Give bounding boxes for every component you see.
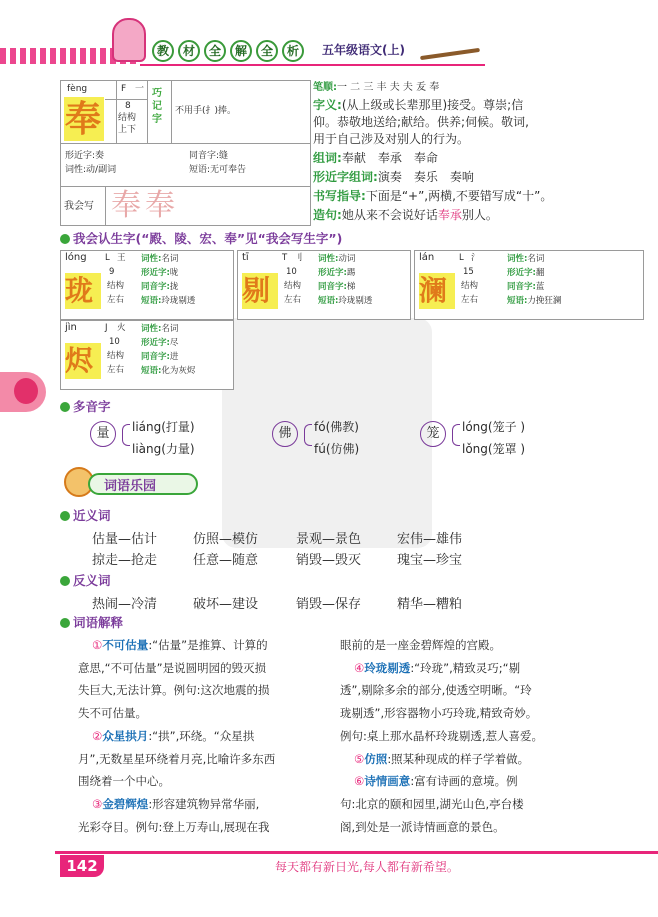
explain-num: ④: [354, 660, 365, 675]
explain-text: :“拱”,环绕。“众星拱: [148, 728, 255, 743]
info-label: 形近字:: [318, 268, 347, 278]
brace-icon: [122, 424, 130, 446]
tip-text: 不用手(扌)捧。: [175, 106, 237, 116]
meaning-line: 用于自己涉及对别人的行为。: [313, 132, 470, 146]
card-radical-letter: F: [121, 84, 127, 94]
brace-icon: [304, 424, 312, 446]
info-row: [141, 294, 195, 308]
explain-text: :“估量”是推算、计算的: [148, 638, 268, 652]
card-strokes: 10: [109, 337, 120, 347]
info-value: 翻: [535, 268, 545, 278]
explain-text: 月”,无数星星环绕着月亮,比喻许多东西: [78, 751, 276, 766]
polyphone-reading: liàng(力量): [132, 442, 195, 456]
series-char: 析: [282, 40, 304, 62]
explain-term: 玲珑剔透: [364, 660, 411, 675]
writing-guide: 书写指导:下面是“+”,两横,不要错写成“十”。: [313, 189, 553, 203]
card-pinyin: tī: [242, 252, 249, 263]
info-value: 名词: [161, 254, 179, 264]
info-label: 同音字:: [141, 282, 170, 292]
card-structure: 左右: [284, 295, 302, 305]
synonym-pair: 景观—景色: [296, 532, 362, 547]
explain-text: :照某种现成的样子学着做。: [387, 751, 530, 766]
explain-line: [354, 748, 529, 771]
polyphone-title: 多音字: [60, 397, 111, 415]
explain-line: [78, 816, 270, 839]
explain-text: 珑剔透”,形容器物小巧玲珑,精致奇妙。: [340, 706, 538, 721]
explain-num: ③: [92, 796, 103, 811]
card-structure-label: 结构: [107, 351, 125, 361]
info-value: 动词: [338, 254, 356, 264]
explain-text: 眼前的是一座金碧辉煌的宫殿。: [340, 638, 501, 652]
info-value: 蓝: [535, 282, 545, 292]
info-row: [318, 266, 355, 280]
sentence-line: 造句:她从来不会说好话奉承别人。: [313, 208, 498, 222]
polyphone-char: 量: [90, 421, 116, 447]
explain-line: [92, 793, 259, 816]
info-value: 化为灰烬: [161, 366, 196, 376]
explain-text: :“玲珑”,精致灵巧;“剔: [410, 660, 521, 675]
series-char: 材: [178, 40, 200, 62]
series-char: 解: [230, 40, 252, 62]
card-char: 珑: [65, 274, 94, 307]
info-row: [141, 252, 178, 266]
card-radical: 刂: [294, 253, 303, 263]
recognize-card: [60, 250, 234, 320]
explain-line: [340, 793, 524, 816]
explain-line: [78, 702, 147, 725]
info-label: 同音字:: [507, 282, 536, 292]
explain-line: [78, 657, 266, 680]
polyphone-reading: liáng(打量): [132, 420, 195, 434]
card-radical-letter: J: [105, 323, 108, 333]
explain-line: [92, 725, 254, 748]
mascot-icon: [112, 18, 146, 62]
card-pinyin: fèng: [67, 84, 88, 94]
synonym-pair: 估量—估计: [92, 532, 158, 547]
fox-face-icon: [14, 378, 38, 404]
info-label: 短语:: [507, 296, 528, 306]
explain-term: 仿照: [364, 751, 388, 766]
stroke-order: 笔顺:一 二 三 丰 夫 夫 叐 奉: [313, 82, 440, 93]
explain-term: 诗情画意: [364, 774, 411, 789]
series-char: 教: [152, 40, 174, 62]
antonyms-title: 反义词: [60, 571, 111, 589]
explain-line: [354, 657, 520, 680]
explain-text: 意思,“不可估量”是说圆明园的毁灭损: [78, 660, 267, 675]
series-char: 全: [256, 40, 278, 62]
pen-icon: [420, 48, 480, 60]
info-row: [141, 336, 178, 350]
polyphone-reading: lǒng(笼罩 ): [462, 442, 526, 456]
card-radical: 一: [135, 84, 145, 94]
synonym-pair: 仿照—模仿: [193, 532, 259, 547]
info-value: 咙: [169, 268, 179, 278]
char-card: [60, 80, 311, 226]
header-line: [140, 64, 485, 66]
info-label: 同音字:: [318, 282, 347, 292]
info-row: [141, 322, 178, 336]
explain-line: [340, 679, 532, 702]
card-radical-letter: T: [282, 253, 288, 263]
card-char: 剔: [242, 274, 271, 307]
write-chars: 奉奉: [111, 188, 179, 223]
explain-line: [78, 679, 270, 702]
info-label: 形近字:: [507, 268, 536, 278]
tip-label: 巧记字: [152, 88, 162, 125]
meaning-line: 仰。恭敬地送给;献给。供养;伺候。敬词,: [313, 115, 529, 129]
homophone-label: 同音字:: [189, 151, 220, 161]
card-structure-label: 结构: [118, 113, 137, 123]
card-strokes: 8: [125, 101, 131, 111]
antonym-pair: 精华—糟粕: [397, 597, 463, 612]
explain-text: 透”,剔除多余的部分,使透空明晰。“玲: [340, 683, 532, 698]
explain-title: 词语解释: [60, 613, 123, 631]
explain-line: [78, 770, 170, 793]
info-label: 短语:: [141, 296, 162, 306]
homophone: 缝: [219, 151, 229, 161]
info-row: [507, 266, 544, 280]
info-label: 同音字:: [141, 352, 170, 362]
page-number: 142: [60, 855, 104, 877]
card-pinyin: jìn: [65, 322, 77, 333]
explain-text: :形容建筑物异常华丽,: [148, 796, 260, 811]
info-value: 踢: [346, 268, 356, 278]
recognize-card: [414, 250, 644, 320]
polyphone-reading: fó(佛教): [314, 420, 359, 434]
explain-term: 金碧辉煌: [102, 796, 149, 811]
card-radical: 王: [117, 253, 126, 263]
explain-line: [78, 748, 275, 771]
brace-icon: [452, 424, 460, 446]
info-label: 词性:: [318, 254, 339, 264]
explain-text: 失不可估量。: [78, 706, 147, 721]
info-label: 短语:: [318, 296, 339, 306]
card-radical: 火: [117, 323, 126, 333]
info-value: 尽: [169, 338, 179, 348]
synonym-pair: 销毁—毁灭: [296, 553, 362, 568]
card-structure-label: 结构: [461, 281, 479, 291]
synonym-pair: 掠走—抢走: [92, 553, 158, 568]
info-value: 玲珑剔透: [338, 296, 373, 306]
info-row: [141, 280, 178, 294]
explain-text: 阁,到处是一派诗情画意的景色。: [340, 819, 505, 834]
antonym-pair: 热闹—冷清: [92, 597, 158, 612]
info-value: 玲珑剔透: [161, 296, 196, 306]
card-structure: 上下: [118, 125, 137, 135]
synonym-pair: 任意—随意: [193, 553, 259, 568]
explain-text: 句:北京的颐和园里,湖光山色,亭台楼: [340, 796, 524, 811]
info-row: [318, 252, 355, 266]
info-label: 短语:: [141, 366, 162, 376]
explain-text: 例句:桌上那水晶杯玲珑剔透,惹人喜爱。: [340, 728, 544, 743]
info-label: 词性:: [141, 254, 162, 264]
antonym-pair: 破坏—建设: [193, 597, 259, 612]
shape-near: 奏: [95, 151, 105, 161]
write-label: 我会写: [64, 201, 94, 212]
info-value: 拢: [169, 282, 179, 292]
info-value: 名词: [161, 324, 179, 334]
phrase: 无可奉告: [210, 165, 247, 175]
card-structure-label: 结构: [107, 281, 125, 291]
card-char: 奉: [65, 98, 102, 140]
synonym-pair: 宏伟—雄伟: [397, 532, 463, 547]
polyphone-char: 笼: [420, 421, 446, 447]
info-row: [318, 280, 355, 294]
explain-num: ①: [92, 638, 103, 652]
phrase-label: 短语:: [189, 165, 211, 175]
info-label: 形近字:: [141, 268, 170, 278]
explain-text: :富有诗画的意境。例: [410, 774, 518, 789]
card-structure-label: 结构: [284, 281, 302, 291]
pos-label: 词性:: [65, 165, 87, 175]
explain-line: [340, 816, 505, 839]
info-label: 词性:: [507, 254, 528, 264]
card-char: 烬: [65, 344, 94, 377]
near-words-line: 形近字组词:演奏 奏乐 奏响: [313, 170, 474, 184]
info-row: [318, 294, 372, 308]
synonyms-title: 近义词: [60, 506, 111, 524]
polyphone-reading: lóng(笼子 ): [462, 420, 526, 434]
card-radical: 氵: [471, 253, 480, 263]
explain-num: ⑤: [354, 751, 365, 766]
explain-line: [92, 634, 268, 657]
antonym-pair: 销毁—保存: [296, 597, 362, 612]
info-row: [507, 280, 544, 294]
polyphone-reading: fú(仿佛): [314, 442, 360, 456]
shape-near-label: 形近字:: [65, 151, 96, 161]
info-value: 梯: [346, 282, 356, 292]
explain-num: ②: [92, 728, 103, 743]
card-radical-letter: L: [105, 253, 110, 263]
explain-num: ⑥: [354, 774, 365, 789]
card-pinyin: lán: [419, 252, 435, 263]
explain-line: [340, 634, 501, 657]
info-value: 名词: [527, 254, 545, 264]
info-value: 进: [169, 352, 179, 362]
info-row: [141, 364, 195, 378]
footer-motto: 每天都有新日光,每人都有新希望。: [275, 860, 459, 874]
card-strokes: 15: [463, 267, 474, 277]
footer-line: [55, 851, 658, 854]
meaning-line: 字义:(从上级或长辈那里)接受。尊崇;信: [313, 98, 524, 112]
info-row: [507, 252, 544, 266]
card-structure: 左右: [107, 295, 125, 305]
word-fun-banner: 词语乐园: [104, 479, 157, 494]
card-structure: 左右: [107, 365, 125, 375]
explain-term: 不可估量: [102, 638, 149, 652]
polyphone-char: 佛: [272, 421, 298, 447]
recognize-title: 我会认生字(“殿、陵、宏、奉”见“我会写生字”): [60, 229, 342, 247]
series-char: 全: [204, 40, 226, 62]
explain-text: 光彩夺目。例句:登上万寿山,展现在我: [78, 819, 270, 834]
explain-line: [354, 770, 518, 793]
explain-line: [340, 702, 537, 725]
info-row: [141, 350, 178, 364]
explain-term: 众星拱月: [102, 728, 149, 743]
words-line: 组词:奉献 奉承 奉命: [313, 151, 438, 165]
card-strokes: 9: [109, 267, 115, 277]
explain-line: [340, 725, 543, 748]
card-pinyin: lóng: [65, 252, 87, 263]
pos: 动/副词: [86, 165, 117, 175]
card-char: 澜: [419, 274, 448, 307]
synonym-pair: 瑰宝—珍宝: [397, 553, 463, 568]
grade-label: 五年级语文(上): [322, 43, 405, 57]
explain-text: 围绕着一个中心。: [78, 774, 170, 789]
card-strokes: 10: [286, 267, 297, 277]
info-value: 力挽狂澜: [527, 296, 562, 306]
info-label: 词性:: [141, 324, 162, 334]
explain-text: 失巨大,无法计算。例句:这次地震的损: [78, 683, 270, 698]
info-row: [507, 294, 561, 308]
card-radical-letter: L: [459, 253, 464, 263]
recognize-card: [60, 320, 234, 390]
recognize-card: [237, 250, 411, 320]
card-structure: 左右: [461, 295, 479, 305]
info-label: 形近字:: [141, 338, 170, 348]
info-row: [141, 266, 178, 280]
